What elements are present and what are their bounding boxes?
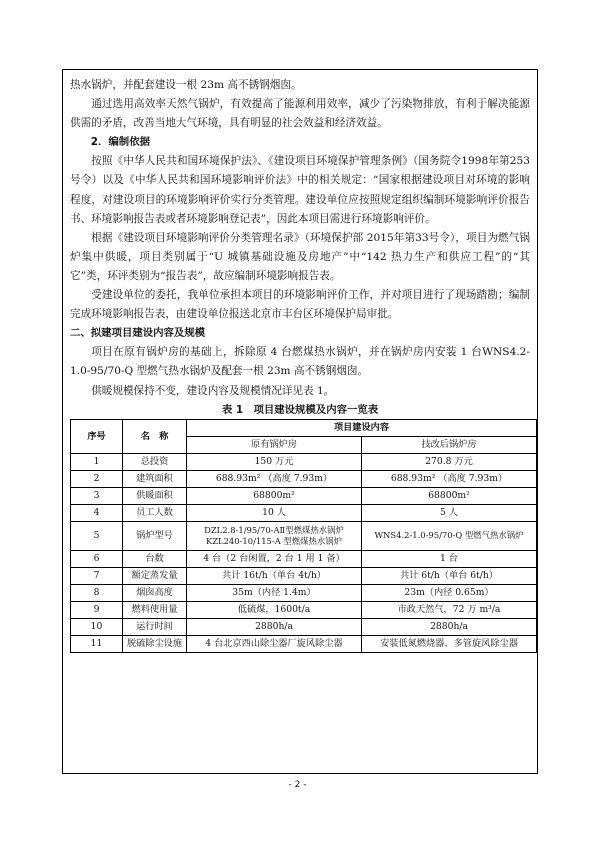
row-name: 额定蒸发量 [123, 567, 187, 584]
row-before: 688.93m² （高度 7.93m） [187, 470, 362, 487]
row-no: 11 [71, 635, 123, 652]
row-before [187, 521, 362, 550]
paragraph-legal-basis: 按照《中华人民共和国环境保护法》、《建设项目环境保护管理条例》（国务院令1998年第253号令）以及《中华人民共和国环境影响评价法》中的相关规定：“国家根据建设项目对环境的影响程度，对建设项目的环境影响评价实行分类管理。建设单位应按照规定组织编制环境影响评价报告书、环境影响报告表或者环境影响登记表”，因此本项目需进行环境影响评价。 [70, 155, 530, 225]
row-before: 150 万元 [187, 453, 362, 470]
header-after: 技改后锅炉房 [362, 436, 537, 453]
row-name: 燃料使用量 [123, 601, 187, 618]
row-after: WNS4.2-1.0-95/70-Q 型燃气热水锅炉 [362, 521, 537, 550]
row-name: 台数 [123, 550, 187, 567]
table-row [71, 601, 537, 618]
row-no: 7 [71, 567, 123, 584]
boiler-model-before-2: KZL240-10/115-A 型燃煤热水锅炉 [205, 535, 343, 546]
table-row [71, 453, 537, 470]
row-before: 共计 16t/h（单台 4t/h） [187, 567, 362, 584]
row-no: 5 [71, 521, 123, 550]
row-before: 10 人 [187, 504, 362, 521]
row-after: 68800m² [362, 487, 537, 504]
heading-project-content: 二、拟建项目建设内容及规模 [70, 327, 206, 340]
page-frame [62, 69, 538, 774]
table-row [71, 567, 537, 584]
row-name: 锅炉型号 [123, 521, 187, 550]
row-after: 270.8 万元 [362, 453, 537, 470]
header-before: 原有锅炉房 [187, 436, 362, 453]
row-no: 10 [71, 618, 123, 635]
table-row [71, 550, 537, 567]
header-name: 名 称 [123, 419, 187, 453]
row-after: 2880h/a [362, 618, 537, 635]
row-after: 688.93m² （高度 7.93m） [362, 470, 537, 487]
row-no: 8 [71, 584, 123, 601]
row-before: 68800m² [187, 487, 362, 504]
row-name: 总投资 [123, 453, 187, 470]
row-before: 低硫煤，1600t/a [187, 601, 362, 618]
table-row [71, 521, 537, 550]
row-before: 2880h/a [187, 618, 362, 635]
row-no: 3 [71, 487, 123, 504]
row-name: 员工人数 [123, 504, 187, 521]
table-row [71, 635, 537, 652]
row-name: 烟囱高度 [123, 584, 187, 601]
row-before: 4 台（2 台闲置，2 台 1 用 1 备） [187, 550, 362, 567]
page-number: - 2 - [288, 780, 307, 790]
construction-scale-table [70, 419, 537, 653]
paragraph-classification: 根据《建设项目环境影响评价分类管理名录》（环境保护部 2015年第33号令），项目为燃气锅炉集中供暖，项目类别属于“U 城镇基础设施及房地产”中“142 热力生产和供应工程”的“其它”类，环评类别为“报告表”，故应编制环境影响报告表。 [70, 231, 530, 282]
paragraph-commission: 受建设单位的委托，我单位承担本项目的环境影响评价工作，并对项目进行了现场踏勘；编制完成环境影响报告表，由建设单位报送北京市丰台区环境保护局审批。 [70, 289, 530, 321]
row-after: 1 台 [362, 550, 537, 567]
paragraph-project-description: 项目在原有锅炉房的基础上，拆除原 4 台燃煤热水锅炉，并在锅炉房内安装 1 台WNS4.2-1.0-95/70-Q 型燃气热水锅炉及配套一根 23m 高不锈钢烟囱。 [70, 346, 530, 378]
table-row [71, 584, 537, 601]
row-name: 运行时间 [123, 618, 187, 635]
row-name: 供暖面积 [123, 487, 187, 504]
row-no: 9 [71, 601, 123, 618]
row-before: 4 台北京西山除尘器厂旋风除尘器 [187, 635, 362, 652]
header-content-group: 项目建设内容 [187, 419, 537, 436]
row-before: 35m（内径 1.4m） [187, 584, 362, 601]
row-after: 23m（内径 0.65m） [362, 584, 537, 601]
row-after: 5 人 [362, 504, 537, 521]
row-no: 1 [71, 453, 123, 470]
header-no: 序号 [71, 419, 123, 453]
row-no: 4 [71, 504, 123, 521]
row-no: 6 [71, 550, 123, 567]
boiler-model-before-1: DZL2.8-1/95/70-AⅡ型燃煤热水锅炉 [204, 524, 344, 535]
row-after: 市政天然气，72 万 m³/a [362, 601, 537, 618]
table-row [71, 504, 537, 521]
row-name: 建筑面积 [123, 470, 187, 487]
row-after: 安装低氮燃烧器、多管旋风除尘器 [362, 635, 537, 652]
paragraph-boiler-continued: 热水锅炉，并配套建设一根 23m 高不锈钢烟囱。 [70, 79, 302, 91]
paragraph-benefits: 通过选用高效率天然气锅炉，有效提高了能源利用效率，减少了污染物排放，有利于解决能源供需的矛盾，改善当地大气环境，具有明显的社会效益和经济效益。 [70, 98, 530, 130]
table-row [71, 470, 537, 487]
table-row [71, 487, 537, 504]
heading-basis: 2．编制依据 [90, 136, 150, 149]
row-name: 脱硫除尘设施 [123, 635, 187, 652]
row-after: 共计 6t/h（单台 6t/h） [362, 567, 537, 584]
table-row [71, 618, 537, 635]
page-content [63, 70, 537, 653]
table-title: 表 1 项目建设规模及内容一览表 [221, 403, 379, 416]
row-no: 2 [71, 470, 123, 487]
paragraph-scale-note: 供暖规模保持不变，建设内容及规模情况详见表 1。 [91, 384, 335, 397]
